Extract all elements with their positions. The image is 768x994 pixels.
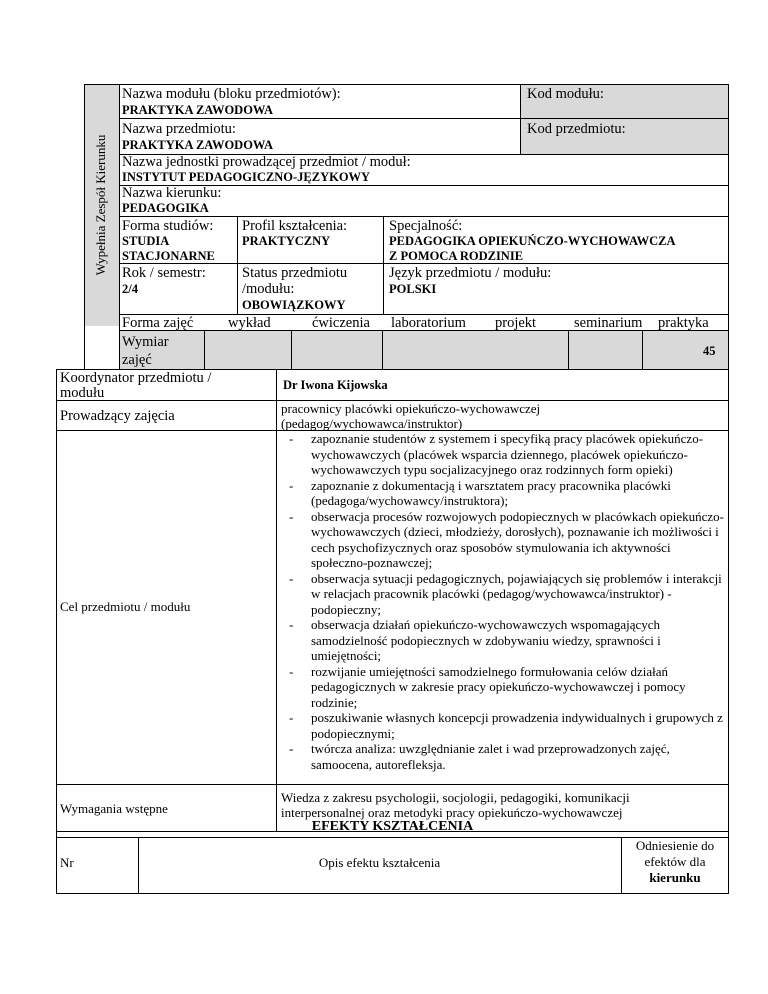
coordinator-value: Dr Iwona Kijowska <box>283 378 388 392</box>
subject-label: Nazwa przedmiotu: <box>122 121 236 137</box>
row-line-field <box>119 216 729 217</box>
profile-value: PRAKTYCZNY <box>242 234 331 248</box>
field-label: Nazwa kierunku: <box>122 185 222 201</box>
class-header-practice: praktyka <box>658 315 709 331</box>
dimension-label-2: zajęć <box>122 352 152 368</box>
goal-item: - poszukiwanie własnych koncepcji prowadzenia indywidualnych i grupowych z podopiecznymi; <box>283 710 728 741</box>
code-left-border <box>520 84 521 154</box>
module-label: Nazwa modułu (bloku przedmiotów): <box>122 86 341 102</box>
goal-item: - zapoznanie z dokumentacją i warsztatem pracy pracownika placówki (pedagoga/wychowawcy/instruktora); <box>283 478 728 509</box>
teachers-label: Prowadzący zajęcia <box>60 408 175 424</box>
col-line-seminar <box>568 330 569 370</box>
table-right-border <box>728 84 729 894</box>
col-line-wyklad <box>204 330 205 370</box>
module-value: PRAKTYKA ZAWODOWA <box>122 103 274 117</box>
goal-item: - rozwijanie umiejętności samodzielnego formułowania celów działań pedagogicznych w zakresie pracy opiekuńczo-wychowawczej i pomocy rodzinie; <box>283 664 728 711</box>
unit-label: Nazwa jednostki prowadzącej przedmiot / moduł: <box>122 154 411 170</box>
coordinator-label-2: modułu <box>60 385 105 401</box>
unit-value: INSTYTUT PEDAGOGICZNO-JĘZYKOWY <box>122 170 371 184</box>
coordinator-label-1: Koordynator przedmiotu / <box>60 370 212 386</box>
row-line-goal <box>56 784 729 785</box>
table-bottom-border <box>56 893 729 894</box>
subject-value: PRAKTYKA ZAWODOWA <box>122 138 274 152</box>
table-top-border <box>84 84 729 85</box>
row-line-module <box>119 118 729 119</box>
field-value: PEDAGOGIKA <box>122 201 209 215</box>
col-line-cwiczenia <box>291 330 292 370</box>
side-label: Wypełnia Zespół Kierunku <box>93 134 108 276</box>
practice-hours: 45 <box>703 344 716 358</box>
language-label: Język przedmiotu / modułu: <box>389 265 552 281</box>
teachers-value-1: pracownicy placówki opiekuńczo-wychowawczej <box>281 401 541 416</box>
goal-item: - obserwacja działań opiekuńczo-wychowawczych wspomagających samodzielność podopiecznych w zdobywaniu wiedzy, sprawności i umiejętności; <box>283 617 728 664</box>
subject-code-label: Kod przedmiotu: <box>527 121 626 137</box>
dimension-label-1: Wymiar <box>122 334 169 350</box>
study-form-label: Forma studiów: <box>122 218 214 234</box>
effects-col-ref-3: kierunku <box>649 870 701 885</box>
class-form-label: Forma zajęć <box>122 315 194 331</box>
goal-item: - obserwacja sytuacji pedagogicznych, pojawiających się problemów i interakcji w relacjach pracownik placówki (pedagog/wychowawca/instruktor) -podopieczny; <box>283 571 728 618</box>
lower-left-border <box>56 369 57 894</box>
col-line-practice <box>642 330 643 370</box>
class-header-exercises: ćwiczenia <box>312 315 370 331</box>
goal-item: - obserwacja procesów rozwojowych podopiecznych w placówkach opiekuńczo-wychowawczych (dzieci, młodzieży, dorosłych), poznawanie ich możliwości i cech psychofizycznych oraz sposobów stymulowania ich aktywności społeczno-poznawczej; <box>283 509 728 571</box>
specialty-value-2: Z POMOCA RODZINIE <box>389 249 524 263</box>
language-value: POLSKI <box>389 282 437 296</box>
teachers-value-2: (pedagog/wychowawca/instruktor) <box>281 416 463 431</box>
status-value: OBOWIĄZKOWY <box>242 298 346 312</box>
requirements-value-2: interpersonalnej oraz metodyki pracy opiekuńczo-wychowawczej <box>281 805 623 820</box>
class-header-lab: laboratorium <box>391 315 466 331</box>
effects-col-ref-1: Odniesienie do <box>635 838 715 853</box>
side-right-border <box>119 84 120 370</box>
goal-list <box>283 431 728 772</box>
effects-col-ref-2: efektów dla <box>644 854 706 869</box>
study-form-value-1: STUDIA <box>122 234 170 248</box>
side-left-border <box>84 84 85 370</box>
status-label-2: /modułu: <box>242 281 295 297</box>
effects-title: EFEKTY KSZTAŁCENIA <box>311 819 474 834</box>
study-form-value-2: STACJONARNE <box>122 249 215 263</box>
class-header-seminar: seminarium <box>574 315 643 331</box>
effects-col-desc: Opis efektu kształcenia <box>318 855 441 870</box>
class-header-project: projekt <box>495 315 537 331</box>
specialty-label: Specjalność: <box>389 218 463 234</box>
class-header-lecture: wykład <box>228 315 271 331</box>
goal-item: - twórcza analiza: uwzględnianie zalet i wad przeprowadzonych zajęć, samoocena, autorefleksja. <box>283 741 728 772</box>
module-code-label: Kod modułu: <box>527 86 604 102</box>
col-line-lab <box>382 330 383 370</box>
effects-col-nr: Nr <box>60 855 74 870</box>
specialty-value-1: PEDAGOGIKA OPIEKUŃCZO-WYCHOWAWCZA <box>389 234 676 248</box>
goal-label: Cel przedmiotu / modułu <box>60 599 191 614</box>
goal-item: - zapoznanie studentów z systemem i specyfiką pracy placówek opiekuńczo-wychowawczych (placówek wsparcia dziennego, placówek opiekuńczo-wychowawczych typu socjalizacyjnego oraz rodzinnych form opieki) <box>283 431 728 478</box>
col-line-specialty <box>383 216 384 314</box>
col-line-profile <box>237 216 238 314</box>
status-label-1: Status przedmiotu <box>242 265 348 281</box>
profile-label: Profil kształcenia: <box>242 218 348 234</box>
requirements-value-1: Wiedza z zakresu psychologii, socjologii, pedagogiki, komunikacji <box>281 790 630 805</box>
dimension-bg-row <box>120 331 728 369</box>
lower-col-line <box>276 369 277 831</box>
year-value: 2/4 <box>122 282 138 296</box>
requirements-label: Wymagania wstępne <box>60 801 168 816</box>
year-label: Rok / semestr: <box>122 265 206 281</box>
